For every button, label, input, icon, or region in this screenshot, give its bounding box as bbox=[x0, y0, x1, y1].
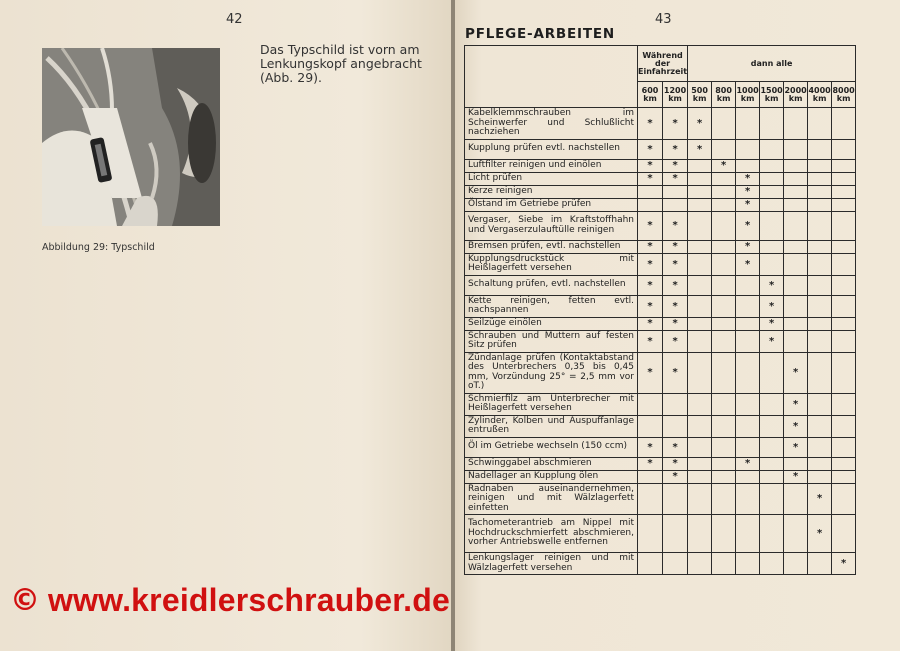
table-row bbox=[465, 295, 856, 317]
interval-cell bbox=[784, 457, 808, 470]
interval-cell bbox=[784, 198, 808, 211]
interval-cell bbox=[663, 515, 688, 553]
interval-cell bbox=[784, 159, 808, 172]
interval-cell bbox=[638, 515, 663, 553]
interval-mark: * bbox=[638, 352, 663, 393]
table-row bbox=[465, 211, 856, 240]
task-cell: Schrauben und Muttern auf festen Sitz prüfen bbox=[465, 330, 638, 352]
interval-cell bbox=[688, 240, 712, 253]
interval-mark: * bbox=[663, 139, 688, 159]
interval-mark: * bbox=[736, 211, 760, 240]
interval-cell bbox=[688, 317, 712, 330]
interval-cell bbox=[808, 240, 832, 253]
interval-cell bbox=[832, 457, 856, 470]
column-header: 8000 km bbox=[832, 82, 856, 108]
interval-cell bbox=[736, 515, 760, 553]
interval-mark: * bbox=[663, 437, 688, 457]
interval-mark: * bbox=[808, 515, 832, 553]
table-row bbox=[465, 483, 856, 515]
interval-cell bbox=[760, 515, 784, 553]
task-cell: Luftfilter reinigen und einölen bbox=[465, 159, 638, 172]
interval-mark: * bbox=[736, 185, 760, 198]
interval-cell bbox=[808, 457, 832, 470]
column-header: 600 km bbox=[638, 82, 663, 108]
interval-cell bbox=[808, 159, 832, 172]
table-row bbox=[465, 515, 856, 553]
interval-cell bbox=[832, 253, 856, 275]
interval-mark: * bbox=[712, 159, 736, 172]
interval-cell bbox=[808, 139, 832, 159]
interval-cell bbox=[832, 185, 856, 198]
interval-cell bbox=[688, 253, 712, 275]
interval-cell bbox=[736, 483, 760, 515]
interval-mark: * bbox=[638, 172, 663, 185]
interval-cell bbox=[688, 198, 712, 211]
interval-cell bbox=[784, 253, 808, 275]
right-page bbox=[455, 0, 900, 651]
interval-cell bbox=[760, 211, 784, 240]
interval-mark: * bbox=[663, 317, 688, 330]
interval-cell bbox=[784, 275, 808, 295]
column-header: 1500 km bbox=[760, 82, 784, 108]
interval-cell bbox=[688, 159, 712, 172]
interval-mark: * bbox=[736, 198, 760, 211]
interval-cell bbox=[712, 139, 736, 159]
interval-cell bbox=[712, 108, 736, 140]
table-row bbox=[465, 553, 856, 575]
interval-cell bbox=[760, 139, 784, 159]
interval-mark: * bbox=[663, 330, 688, 352]
interval-cell bbox=[808, 185, 832, 198]
interval-mark: * bbox=[760, 317, 784, 330]
interval-cell bbox=[784, 330, 808, 352]
interval-cell bbox=[712, 437, 736, 457]
table-row bbox=[465, 457, 856, 470]
interval-mark: * bbox=[784, 437, 808, 457]
interval-cell bbox=[784, 185, 808, 198]
interval-cell bbox=[808, 330, 832, 352]
task-cell: Kupplungsdruckstück mit Heißlagerfett versehen bbox=[465, 253, 638, 275]
task-cell: Kette reinigen, fetten evtl. nachspannen bbox=[465, 295, 638, 317]
interval-mark: * bbox=[760, 275, 784, 295]
interval-cell bbox=[712, 211, 736, 240]
interval-cell bbox=[688, 275, 712, 295]
interval-mark: * bbox=[638, 253, 663, 275]
interval-cell bbox=[808, 470, 832, 483]
table-row bbox=[465, 330, 856, 352]
interval-cell bbox=[712, 275, 736, 295]
interval-cell bbox=[832, 393, 856, 415]
interval-mark: * bbox=[832, 553, 856, 575]
interval-cell bbox=[663, 553, 688, 575]
header-then-every: dann alle bbox=[688, 46, 856, 82]
interval-cell bbox=[736, 415, 760, 437]
task-cell: Kerze reinigen bbox=[465, 185, 638, 198]
interval-cell bbox=[760, 457, 784, 470]
interval-cell bbox=[784, 240, 808, 253]
table-body bbox=[465, 108, 856, 575]
interval-cell bbox=[688, 211, 712, 240]
interval-mark: * bbox=[663, 159, 688, 172]
interval-cell bbox=[712, 470, 736, 483]
interval-mark: * bbox=[663, 457, 688, 470]
interval-mark: * bbox=[688, 108, 712, 140]
interval-cell bbox=[736, 275, 760, 295]
interval-cell bbox=[688, 470, 712, 483]
interval-mark: * bbox=[638, 330, 663, 352]
photo-caption: Abbildung 29: Typschild bbox=[42, 242, 155, 253]
interval-cell bbox=[712, 317, 736, 330]
interval-cell bbox=[784, 295, 808, 317]
task-cell: Schaltung prüfen, evtl. nachstellen bbox=[465, 275, 638, 295]
interval-cell bbox=[736, 352, 760, 393]
interval-cell bbox=[784, 172, 808, 185]
interval-cell bbox=[736, 139, 760, 159]
interval-cell bbox=[736, 159, 760, 172]
interval-cell bbox=[784, 139, 808, 159]
task-cell: Schwinggabel abschmieren bbox=[465, 457, 638, 470]
interval-cell bbox=[760, 393, 784, 415]
interval-mark: * bbox=[808, 483, 832, 515]
interval-cell bbox=[832, 159, 856, 172]
task-cell: Tachometerantrieb am Nippel mit Hochdruckschmierfett abschmieren, vorher Antriebswelle entfernen bbox=[465, 515, 638, 553]
interval-cell bbox=[808, 295, 832, 317]
interval-mark: * bbox=[638, 437, 663, 457]
interval-mark: * bbox=[663, 352, 688, 393]
interval-cell bbox=[832, 317, 856, 330]
interval-cell bbox=[736, 295, 760, 317]
interval-cell bbox=[736, 470, 760, 483]
interval-cell bbox=[808, 437, 832, 457]
interval-cell bbox=[688, 437, 712, 457]
interval-mark: * bbox=[760, 295, 784, 317]
interval-cell bbox=[663, 185, 688, 198]
header-break-in: Während der Einfahrzeit bbox=[638, 46, 688, 82]
nameplate-photo-image bbox=[42, 48, 220, 226]
interval-cell bbox=[832, 515, 856, 553]
interval-mark: * bbox=[638, 317, 663, 330]
interval-cell bbox=[663, 393, 688, 415]
task-cell: Radnaben auseinandernehmen, reinigen und mit Wälzlagerfett einfetten bbox=[465, 483, 638, 515]
table-row bbox=[465, 437, 856, 457]
interval-cell bbox=[712, 515, 736, 553]
interval-cell bbox=[663, 483, 688, 515]
table-row bbox=[465, 317, 856, 330]
interval-cell bbox=[808, 253, 832, 275]
interval-cell bbox=[638, 198, 663, 211]
interval-mark: * bbox=[638, 108, 663, 140]
interval-cell bbox=[808, 211, 832, 240]
interval-cell bbox=[663, 415, 688, 437]
column-header: 500 km bbox=[688, 82, 712, 108]
table-row bbox=[465, 415, 856, 437]
interval-cell bbox=[688, 185, 712, 198]
interval-cell bbox=[688, 393, 712, 415]
interval-mark: * bbox=[688, 139, 712, 159]
interval-cell bbox=[736, 317, 760, 330]
interval-cell bbox=[736, 108, 760, 140]
task-cell: Öl im Getriebe wechseln (150 ccm) bbox=[465, 437, 638, 457]
interval-mark: * bbox=[663, 240, 688, 253]
interval-cell bbox=[784, 483, 808, 515]
interval-cell bbox=[688, 352, 712, 393]
interval-cell bbox=[760, 437, 784, 457]
task-cell: Zylinder, Kolben und Auspuffanlage entrußen bbox=[465, 415, 638, 437]
interval-cell bbox=[760, 159, 784, 172]
interval-cell bbox=[638, 470, 663, 483]
interval-cell bbox=[712, 415, 736, 437]
interval-cell bbox=[784, 317, 808, 330]
interval-cell bbox=[808, 198, 832, 211]
task-cell: Kabelklemmschrauben im Scheinwerfer und Schlußlicht nachziehen bbox=[465, 108, 638, 140]
interval-cell bbox=[808, 352, 832, 393]
task-cell: Schmierfilz am Unterbrecher mit Heißlagerfett versehen bbox=[465, 393, 638, 415]
interval-cell bbox=[808, 393, 832, 415]
interval-cell bbox=[784, 108, 808, 140]
interval-mark: * bbox=[784, 352, 808, 393]
table-row bbox=[465, 352, 856, 393]
interval-cell bbox=[688, 553, 712, 575]
watermark bbox=[10, 582, 450, 619]
interval-cell bbox=[688, 295, 712, 317]
table-row bbox=[465, 393, 856, 415]
interval-cell bbox=[808, 553, 832, 575]
interval-mark: * bbox=[760, 330, 784, 352]
interval-mark: * bbox=[638, 159, 663, 172]
interval-cell bbox=[808, 275, 832, 295]
interval-cell bbox=[760, 470, 784, 483]
interval-mark: * bbox=[736, 457, 760, 470]
interval-cell bbox=[832, 198, 856, 211]
interval-cell bbox=[832, 172, 856, 185]
interval-mark: * bbox=[638, 240, 663, 253]
interval-cell bbox=[712, 185, 736, 198]
task-cell: Licht prüfen bbox=[465, 172, 638, 185]
interval-cell bbox=[663, 198, 688, 211]
interval-mark: * bbox=[663, 172, 688, 185]
interval-cell bbox=[712, 198, 736, 211]
header-task-corner bbox=[465, 46, 638, 108]
task-cell: Seilzüge einölen bbox=[465, 317, 638, 330]
table-row bbox=[465, 159, 856, 172]
task-cell: Kupplung prüfen evtl. nachstellen bbox=[465, 139, 638, 159]
interval-cell bbox=[760, 253, 784, 275]
interval-cell bbox=[760, 483, 784, 515]
interval-cell bbox=[688, 415, 712, 437]
interval-cell bbox=[832, 437, 856, 457]
interval-cell bbox=[760, 198, 784, 211]
interval-mark: * bbox=[784, 470, 808, 483]
interval-cell bbox=[712, 295, 736, 317]
table-row bbox=[465, 275, 856, 295]
interval-mark: * bbox=[663, 253, 688, 275]
task-cell: Ölstand im Getriebe prüfen bbox=[465, 198, 638, 211]
interval-cell bbox=[808, 317, 832, 330]
intro-text: Das Typschild ist vorn am Lenkungskopf angebracht (Abb. 29). bbox=[260, 42, 422, 85]
interval-cell bbox=[808, 415, 832, 437]
interval-cell bbox=[832, 483, 856, 515]
interval-cell bbox=[638, 553, 663, 575]
interval-cell bbox=[760, 172, 784, 185]
interval-cell bbox=[688, 457, 712, 470]
interval-cell bbox=[736, 330, 760, 352]
nameplate-photo bbox=[42, 48, 220, 226]
interval-cell bbox=[832, 415, 856, 437]
interval-mark: * bbox=[638, 457, 663, 470]
interval-cell bbox=[760, 240, 784, 253]
column-header: 1000 km bbox=[736, 82, 760, 108]
interval-mark: * bbox=[638, 139, 663, 159]
interval-cell bbox=[712, 553, 736, 575]
interval-cell bbox=[688, 483, 712, 515]
interval-mark: * bbox=[663, 295, 688, 317]
interval-cell bbox=[832, 470, 856, 483]
interval-cell bbox=[688, 172, 712, 185]
page-number-right: 43 bbox=[655, 12, 672, 27]
interval-cell bbox=[688, 330, 712, 352]
table-row bbox=[465, 139, 856, 159]
task-cell: Lenkungslager reinigen und mit Wälzlagerfett versehen bbox=[465, 553, 638, 575]
interval-cell bbox=[832, 139, 856, 159]
page-number-left: 42 bbox=[226, 12, 243, 27]
interval-cell bbox=[688, 515, 712, 553]
table-row bbox=[465, 470, 856, 483]
interval-cell bbox=[760, 108, 784, 140]
table-row bbox=[465, 172, 856, 185]
table-row bbox=[465, 253, 856, 275]
interval-mark: * bbox=[784, 393, 808, 415]
interval-cell bbox=[712, 172, 736, 185]
interval-cell bbox=[712, 352, 736, 393]
interval-mark: * bbox=[638, 295, 663, 317]
interval-mark: * bbox=[638, 275, 663, 295]
interval-cell bbox=[784, 553, 808, 575]
interval-mark: * bbox=[736, 240, 760, 253]
interval-mark: * bbox=[638, 211, 663, 240]
interval-cell bbox=[832, 330, 856, 352]
interval-cell bbox=[784, 515, 808, 553]
interval-cell bbox=[832, 275, 856, 295]
interval-cell bbox=[638, 415, 663, 437]
interval-mark: * bbox=[784, 415, 808, 437]
watermark-url: www.kreidlerschrauber.de bbox=[48, 582, 451, 618]
interval-mark: * bbox=[663, 108, 688, 140]
interval-cell bbox=[808, 172, 832, 185]
interval-cell bbox=[712, 457, 736, 470]
column-header: 2000 km bbox=[784, 82, 808, 108]
task-cell: Vergaser, Siebe im Kraftstoffhahn und Vergaserzulauftülle reinigen bbox=[465, 211, 638, 240]
interval-cell bbox=[736, 393, 760, 415]
interval-cell bbox=[736, 437, 760, 457]
interval-cell bbox=[712, 240, 736, 253]
column-header: 1200 km bbox=[663, 82, 688, 108]
table-row bbox=[465, 198, 856, 211]
interval-cell bbox=[760, 553, 784, 575]
maintenance-table bbox=[464, 45, 856, 575]
interval-mark: * bbox=[663, 275, 688, 295]
task-cell: Nadellager an Kupplung ölen bbox=[465, 470, 638, 483]
table-row bbox=[465, 240, 856, 253]
table-row bbox=[465, 108, 856, 140]
interval-cell bbox=[832, 108, 856, 140]
interval-cell bbox=[712, 330, 736, 352]
interval-cell bbox=[808, 108, 832, 140]
interval-cell bbox=[638, 483, 663, 515]
table-row bbox=[465, 185, 856, 198]
copyright-icon: © bbox=[10, 583, 40, 618]
interval-cell bbox=[638, 185, 663, 198]
interval-cell bbox=[760, 415, 784, 437]
interval-cell bbox=[832, 295, 856, 317]
interval-mark: * bbox=[736, 253, 760, 275]
interval-cell bbox=[712, 253, 736, 275]
interval-mark: * bbox=[736, 172, 760, 185]
interval-cell bbox=[784, 211, 808, 240]
interval-mark: * bbox=[663, 211, 688, 240]
interval-cell bbox=[638, 393, 663, 415]
column-header: 800 km bbox=[712, 82, 736, 108]
task-cell: Bremsen prüfen, evtl. nachstellen bbox=[465, 240, 638, 253]
interval-cell bbox=[712, 483, 736, 515]
interval-cell bbox=[832, 352, 856, 393]
interval-cell bbox=[832, 240, 856, 253]
interval-cell bbox=[760, 185, 784, 198]
page-title: PFLEGE-ARBEITEN bbox=[465, 26, 615, 42]
interval-cell bbox=[760, 352, 784, 393]
interval-mark: * bbox=[663, 470, 688, 483]
interval-cell bbox=[832, 211, 856, 240]
interval-cell bbox=[736, 553, 760, 575]
column-header: 4000 km bbox=[808, 82, 832, 108]
task-cell: Zündanlage prüfen (Kontaktabstand des Unterbrechers 0,35 bis 0,45 mm, Vorzündung 25° = 2,5 mm vor oT.) bbox=[465, 352, 638, 393]
interval-cell bbox=[712, 393, 736, 415]
